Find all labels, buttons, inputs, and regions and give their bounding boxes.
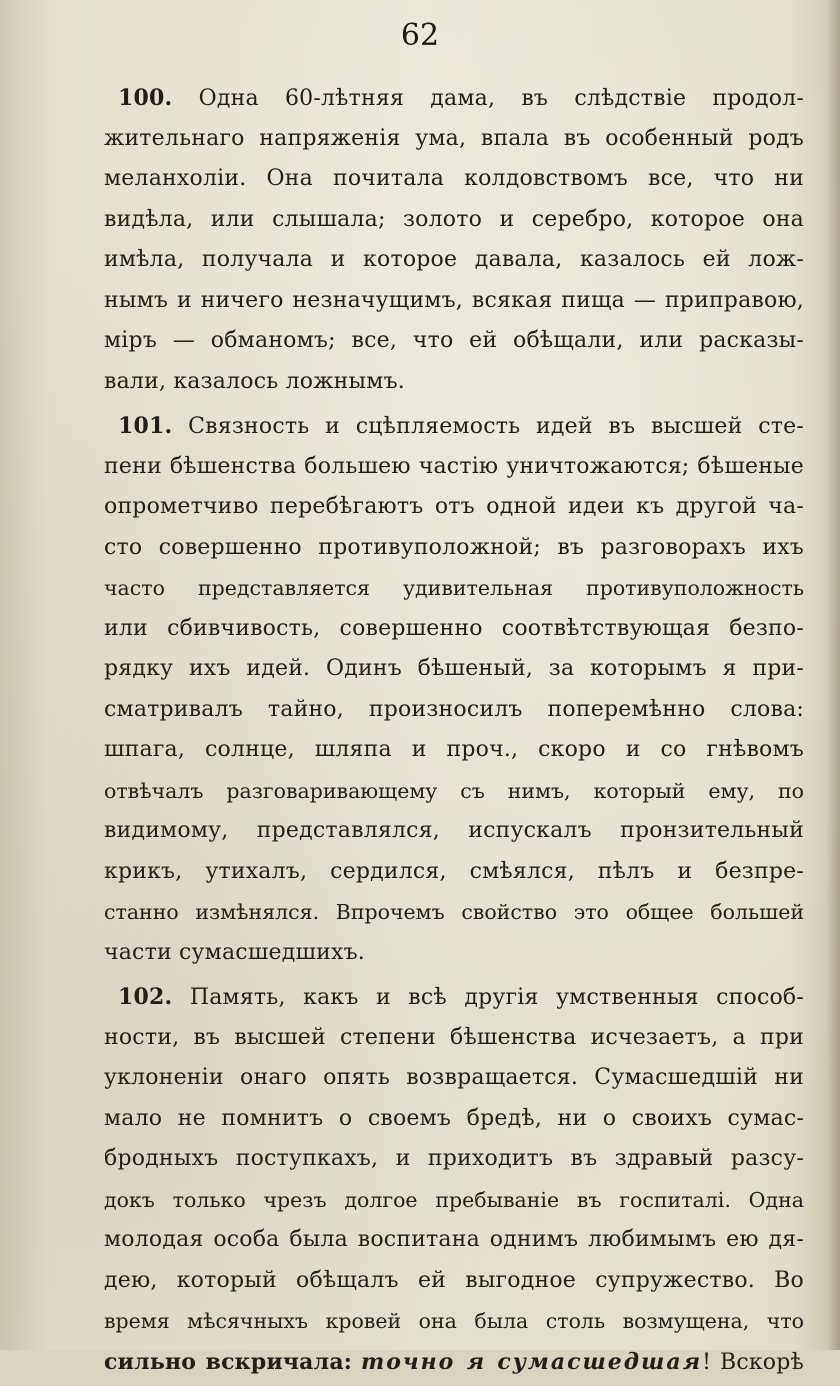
text-line: вали, казалось ложнымъ. bbox=[104, 368, 405, 394]
text-body bbox=[104, 78, 804, 1386]
paragraph-101 bbox=[104, 406, 804, 973]
text-line: имѣла, получала и которое давала, казалось ей лож- bbox=[104, 247, 804, 272]
text-line bbox=[104, 406, 804, 447]
paragraph-number: 101. bbox=[118, 413, 173, 439]
line-text: Связность и сцѣпляемость идей въ высшей сте- bbox=[188, 414, 804, 439]
text-line: жительнаго напряженія ума, впала въ особенный родъ bbox=[104, 125, 804, 151]
paragraph-number: 102. bbox=[118, 984, 173, 1010]
text-line: мало не помнитъ о своемъ бредѣ, ни о своихъ сумас- bbox=[104, 1105, 804, 1131]
text-line: рядку ихъ идей. Одинъ бѣшеный, за которымъ я при- bbox=[104, 656, 804, 681]
text-line: пени бѣшенства большею частію уничтожаются; бѣшеные bbox=[104, 453, 804, 479]
paragraph-100 bbox=[104, 78, 804, 402]
paragraph-102 bbox=[104, 977, 804, 1382]
text-line: сматривалъ тайно, произносилъ поперемѣнно слова: bbox=[104, 696, 804, 722]
text-line: бродныхъ поступкахъ, и приходитъ въ здравый разсу- bbox=[104, 1146, 804, 1171]
line-text: сильно вскричала: bbox=[104, 1348, 353, 1375]
text-line: ности, въ высшей степени бѣшенства исчезаетъ, а при bbox=[104, 1024, 804, 1050]
text-line: видимому, представлялся, испускалъ пронзительный bbox=[104, 818, 804, 843]
text-line: части сумасшедшихъ. bbox=[104, 939, 365, 965]
text-line: или сбивчивость, совершенно соотвѣтствующая безпо- bbox=[104, 615, 804, 641]
text-line: уклоненіи онаго опять возвращается. Сумасшедшій ни bbox=[104, 1065, 804, 1090]
text-line: станно измѣнялся. Впрочемъ свойство это общее большей bbox=[104, 900, 804, 924]
text-line: дею, который обѣщалъ ей выгодное супружество. Во bbox=[104, 1267, 804, 1293]
line-text: Память, какъ и всѣ другія умственныя способ- bbox=[189, 985, 804, 1010]
text-line: опрометчиво перебѣгаютъ отъ одной идеи къ другой ча- bbox=[104, 494, 804, 519]
text-line: докъ только чрезъ долгое пребываніе въ госпиталі. Одна bbox=[104, 1187, 804, 1212]
page-number: 62 bbox=[400, 18, 440, 53]
paragraph-number: 100. bbox=[118, 85, 173, 111]
emphasized-quote: точно я сумасшедшая bbox=[360, 1348, 703, 1375]
text-line: видѣла, или слышала; золото и серебро, которое она bbox=[104, 206, 804, 232]
text-line bbox=[104, 977, 804, 1018]
text-line: сто совершенно противуположной; въ разговорахъ ихъ bbox=[104, 534, 804, 560]
text-line: часто представляется удивительная противуположность bbox=[104, 576, 804, 600]
text-line bbox=[104, 78, 804, 119]
line-text: ! Вскорѣ bbox=[702, 1349, 804, 1375]
text-line: отвѣчалъ разговаривающему съ нимъ, который ему, по bbox=[104, 778, 804, 803]
line-text: Одна 60-лѣтняя дама, въ слѣдствіе продол- bbox=[198, 86, 804, 111]
page-edge-shadow bbox=[826, 0, 840, 1350]
text-line: меланхоліи. Она почитала колдовствомъ все, что ни bbox=[104, 166, 804, 191]
text-line: время мѣсячныхъ кровей она была столь возмущена, что bbox=[104, 1309, 804, 1333]
text-line bbox=[104, 1342, 804, 1383]
text-line: крикъ, утихалъ, сердился, смѣялся, пѣлъ и безпре- bbox=[104, 858, 804, 884]
text-line: молодая особа была воспитана однимъ любимымъ ею дя- bbox=[104, 1227, 804, 1252]
text-line: міръ — обманомъ; все, что ей обѣщали, или расказы- bbox=[104, 328, 804, 353]
text-line: нымъ и ничего незначущимъ, всякая пища — приправою, bbox=[104, 287, 804, 313]
text-line: шпага, солнце, шляпа и проч., скоро и со гнѣвомъ bbox=[104, 737, 804, 762]
